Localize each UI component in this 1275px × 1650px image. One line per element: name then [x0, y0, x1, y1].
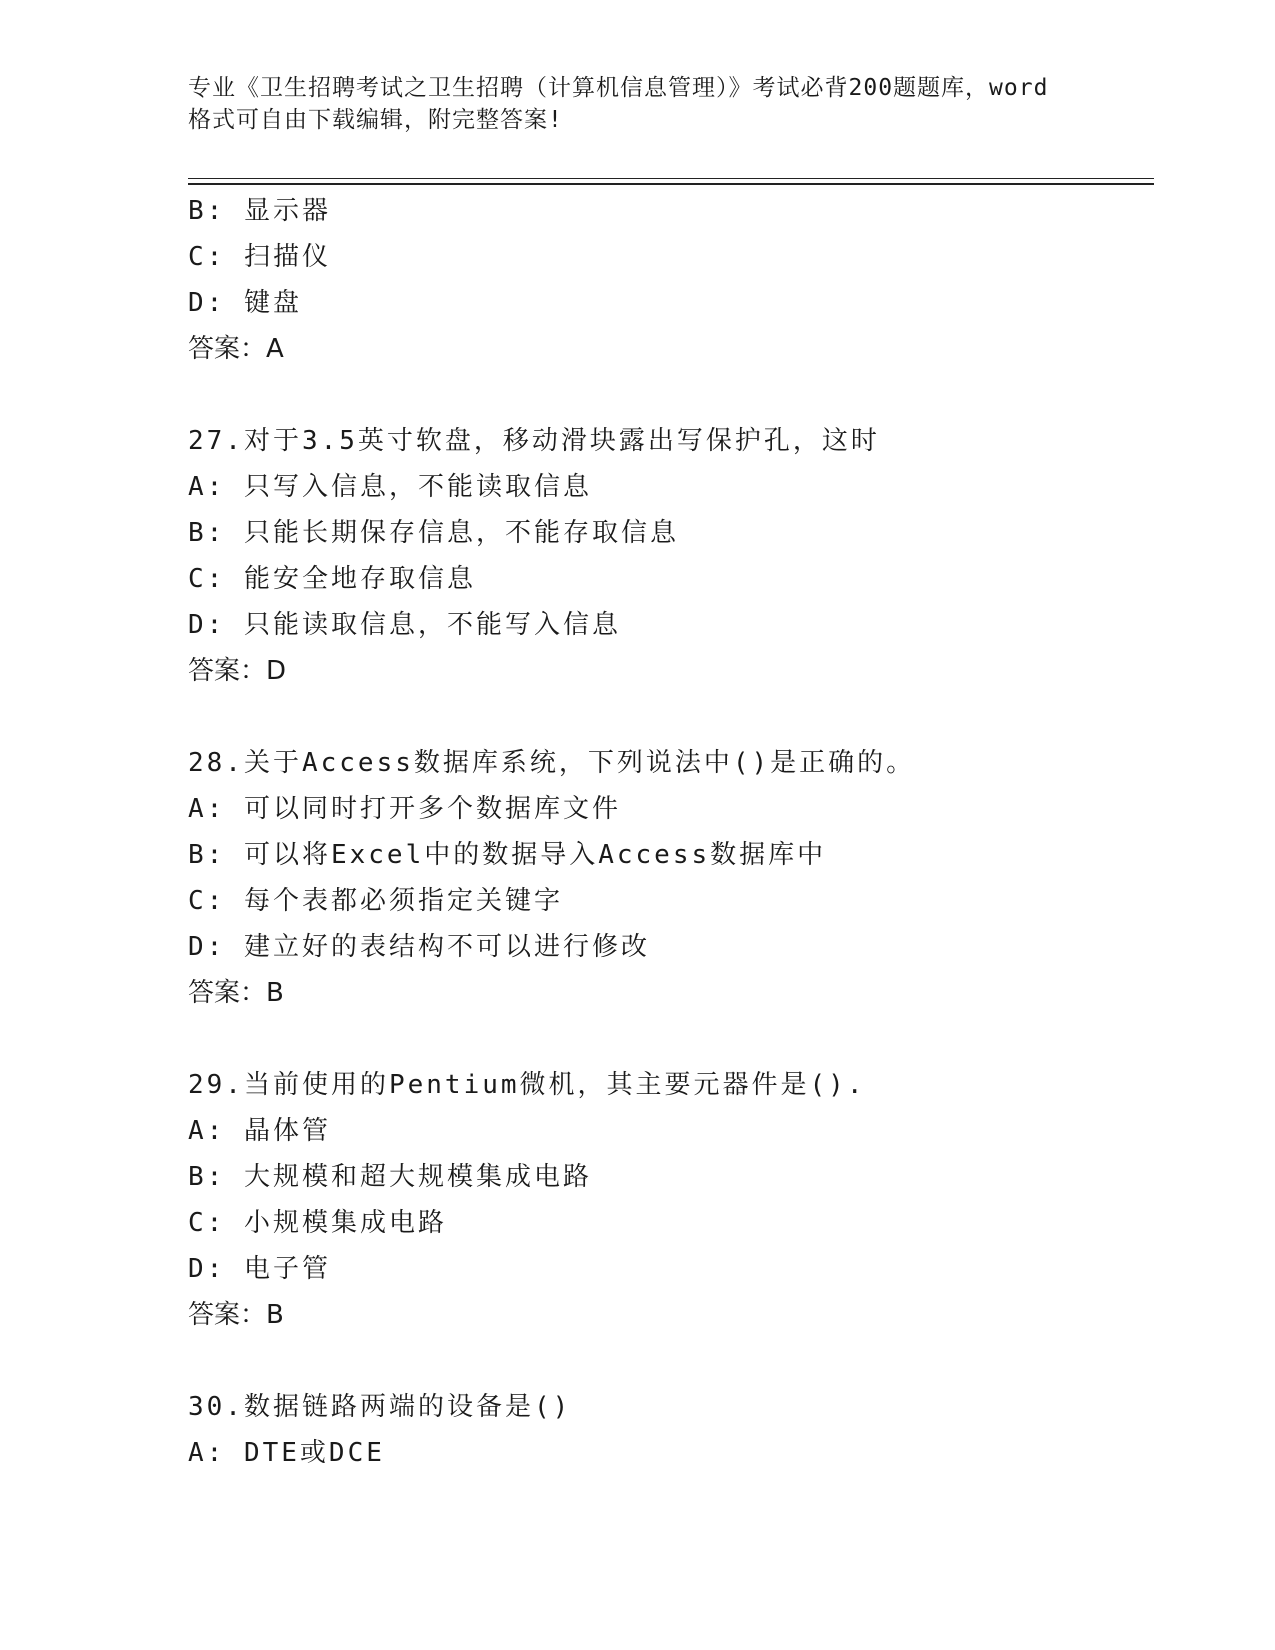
- option-d: D: 电子管: [188, 1254, 331, 1284]
- option-c: C: 每个表都必须指定关键字: [188, 886, 563, 916]
- spacer: [188, 372, 1154, 418]
- spacer: [188, 1338, 1154, 1384]
- option-c: C: 扫描仪: [188, 242, 331, 272]
- document-header: [188, 72, 1088, 136]
- question-29: [188, 1062, 1154, 1338]
- option-b: B: 只能长期保存信息，不能存取信息: [188, 518, 679, 548]
- question-stem: 28.关于Access数据库系统，下列说法中()是正确的。: [188, 748, 916, 778]
- question-stem: 27.对于3.5英寸软盘，移动滑块露出写保护孔，这时: [188, 426, 880, 456]
- question-28: [188, 740, 1154, 1016]
- question-30: [188, 1384, 1154, 1476]
- option-d: D: 只能读取信息，不能写入信息: [188, 610, 621, 640]
- answer: 答案：A: [188, 334, 284, 364]
- spacer: [188, 1016, 1154, 1062]
- question-27: [188, 418, 1154, 694]
- header-line-1: 专业《卫生招聘考试之卫生招聘（计算机信息管理）》考试必背200题题库，word: [188, 75, 1049, 101]
- answer: 答案：B: [188, 978, 284, 1008]
- answer: 答案：D: [188, 656, 287, 686]
- option-c: C: 能安全地存取信息: [188, 564, 476, 594]
- option-a: A: 晶体管: [188, 1116, 331, 1146]
- header-line-2: 格式可自由下载编辑，附完整答案!: [188, 107, 563, 133]
- option-b: B: 大规模和超大规模集成电路: [188, 1162, 592, 1192]
- question-stem: 29.当前使用的Pentium微机，其主要元器件是().: [188, 1070, 866, 1100]
- spacer: [188, 694, 1154, 740]
- option-b: B: 可以将Excel中的数据导入Access数据库中: [188, 840, 827, 870]
- question-26-continuation: [188, 188, 1154, 372]
- question-list: [188, 188, 1154, 1476]
- option-b: B: 显示器: [188, 196, 331, 226]
- option-d: D: 键盘: [188, 288, 302, 318]
- option-a: A: DTE或DCE: [188, 1438, 385, 1468]
- option-c: C: 小规模集成电路: [188, 1208, 447, 1238]
- header-divider-thin: [188, 178, 1154, 179]
- header-divider-thick: [188, 183, 1154, 185]
- option-a: A: 只写入信息，不能读取信息: [188, 472, 592, 502]
- answer: 答案：B: [188, 1300, 284, 1330]
- question-stem: 30.数据链路两端的设备是(): [188, 1392, 572, 1422]
- option-a: A: 可以同时打开多个数据库文件: [188, 794, 621, 824]
- option-d: D: 建立好的表结构不可以进行修改: [188, 932, 650, 962]
